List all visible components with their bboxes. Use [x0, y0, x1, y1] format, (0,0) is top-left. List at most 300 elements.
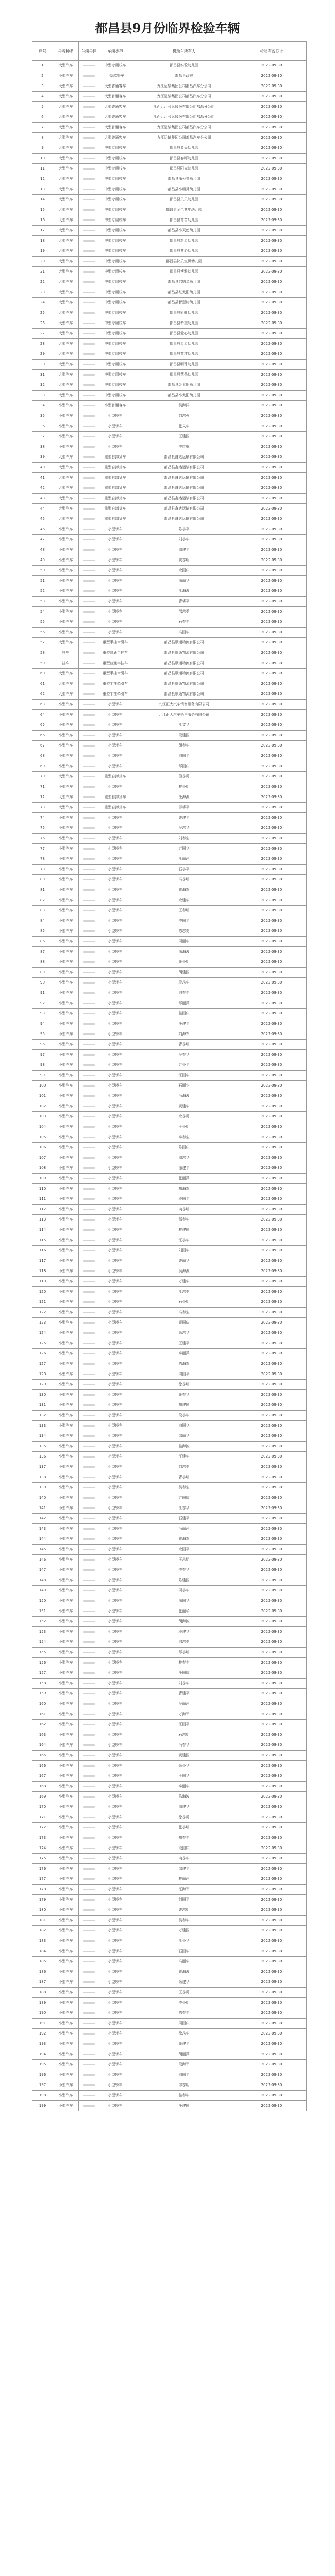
row-index: 91 — [32, 988, 53, 998]
row-plate-number — [79, 1483, 99, 1493]
row-expiry: 2022-09-30 — [237, 1586, 307, 1596]
redacted-plate-mark — [83, 1961, 95, 1962]
row-expiry: 2022-09-30 — [237, 813, 307, 823]
row-plate-number — [79, 483, 99, 494]
row-plate-number — [79, 1575, 99, 1586]
row-plate-type: 小型汽车 — [53, 617, 79, 628]
table-row — [32, 1545, 307, 1555]
row-plate-number — [79, 1988, 99, 1998]
row-expiry: 2022-09-30 — [237, 494, 307, 504]
table-row — [32, 1174, 307, 1184]
row-expiry: 2022-09-30 — [237, 1709, 307, 1720]
row-plate-type: 小型汽车 — [53, 1802, 79, 1812]
row-owner: 向志勇 — [131, 1637, 237, 1648]
row-vehicle-type: 小型轿车 — [99, 1998, 131, 2008]
row-vehicle-type: 小型越野车 — [99, 71, 131, 81]
row-index: 138 — [32, 1472, 53, 1483]
row-vehicle-type: 小型轿车 — [99, 2091, 131, 2101]
table-row — [32, 1668, 307, 1679]
row-plate-type: 小型汽车 — [53, 1359, 79, 1369]
row-vehicle-type: 小型轿车 — [99, 566, 131, 576]
row-vehicle-type: 小型轿车 — [99, 751, 131, 761]
row-plate-number — [79, 184, 99, 195]
row-vehicle-type: 中型专用校车 — [99, 257, 131, 267]
row-plate-number — [79, 1153, 99, 1163]
row-vehicle-type: 小型轿车 — [99, 1905, 131, 1916]
row-expiry: 2022-09-30 — [237, 411, 307, 421]
redacted-plate-mark — [83, 1786, 95, 1787]
redacted-plate-mark — [83, 2064, 95, 2065]
table-row — [32, 442, 307, 452]
row-expiry: 2022-09-30 — [237, 731, 307, 741]
row-plate-type: 小型汽车 — [53, 731, 79, 741]
redacted-plate-mark — [83, 735, 95, 736]
row-plate-type: 大型汽车 — [53, 81, 79, 92]
row-index: 136 — [32, 1452, 53, 1462]
row-plate-type: 大型汽车 — [53, 184, 79, 195]
redacted-plate-mark — [83, 1590, 95, 1591]
row-plate-type: 小型汽车 — [53, 1019, 79, 1029]
table-row — [32, 1349, 307, 1359]
row-index: 178 — [32, 1885, 53, 1895]
row-index: 159 — [32, 1689, 53, 1699]
row-expiry: 2022-09-30 — [237, 854, 307, 865]
header-expiry: 检验有效期止 — [237, 42, 307, 61]
row-vehicle-type: 小型轿车 — [99, 1318, 131, 1328]
redacted-plate-mark — [83, 1147, 95, 1148]
row-owner: 周小华 — [131, 1586, 237, 1596]
row-index: 104 — [32, 1122, 53, 1132]
row-index: 129 — [32, 1380, 53, 1390]
row-owner: 邵华平 — [131, 803, 237, 813]
row-plate-type: 小型汽车 — [53, 1431, 79, 1442]
row-vehicle-type: 小型轿车 — [99, 1452, 131, 1462]
row-plate-number — [79, 751, 99, 761]
row-expiry: 2022-09-30 — [237, 947, 307, 957]
row-plate-number — [79, 566, 99, 576]
redacted-plate-mark — [83, 312, 95, 314]
row-expiry: 2022-09-30 — [237, 988, 307, 998]
row-index: 80 — [32, 875, 53, 885]
row-expiry: 2022-09-30 — [237, 885, 307, 895]
row-plate-type: 小型汽车 — [53, 1833, 79, 1843]
row-plate-number — [79, 102, 99, 112]
row-vehicle-type: 小型轿车 — [99, 1349, 131, 1359]
row-plate-number — [79, 1328, 99, 1338]
row-index: 90 — [32, 978, 53, 988]
redacted-plate-mark — [83, 1837, 95, 1839]
row-plate-type: 大型汽车 — [53, 195, 79, 205]
row-plate-type: 小型汽车 — [53, 926, 79, 937]
row-owner: 都昌县博雅幼儿园 — [131, 267, 237, 277]
redacted-plate-mark — [83, 343, 95, 345]
row-owner: 江国平 — [131, 1720, 237, 1730]
row-expiry: 2022-09-30 — [237, 1380, 307, 1390]
table-row — [32, 1411, 307, 1421]
row-index: 82 — [32, 895, 53, 906]
row-index: 78 — [32, 854, 53, 865]
row-plate-type: 小型汽车 — [53, 968, 79, 978]
row-vehicle-type: 小型轿车 — [99, 1823, 131, 1833]
row-expiry: 2022-09-30 — [237, 1617, 307, 1627]
redacted-plate-mark — [83, 1683, 95, 1684]
table-row — [32, 1308, 307, 1318]
row-expiry: 2022-09-30 — [237, 1812, 307, 1823]
redacted-plate-mark — [83, 601, 95, 602]
row-plate-type: 小型汽车 — [53, 2070, 79, 2080]
table-row — [32, 1163, 307, 1174]
row-expiry: 2022-09-30 — [237, 2101, 307, 2111]
row-expiry: 2022-09-30 — [237, 1771, 307, 1782]
redacted-plate-mark — [83, 704, 95, 705]
row-vehicle-type: 小型轿车 — [99, 1421, 131, 1431]
row-plate-number — [79, 576, 99, 586]
table-row — [32, 1730, 307, 1740]
row-plate-number — [79, 1916, 99, 1926]
row-plate-type: 小型汽车 — [53, 978, 79, 988]
redacted-plate-mark — [83, 1848, 95, 1849]
row-index: 28 — [32, 339, 53, 349]
table-row — [32, 1359, 307, 1369]
row-owner: 九江运输集团公司都昌汽车分公司 — [131, 81, 237, 92]
row-expiry: 2022-09-30 — [237, 1627, 307, 1637]
row-index: 16 — [32, 215, 53, 226]
row-owner: 石建平 — [131, 1514, 237, 1524]
row-index: 38 — [32, 442, 53, 452]
table-body — [32, 61, 307, 2111]
row-plate-type: 小型汽车 — [53, 555, 79, 566]
row-vehicle-type: 小型轿车 — [99, 1503, 131, 1514]
redacted-plate-mark — [83, 1003, 95, 1004]
table-row — [32, 195, 307, 205]
row-owner: 九江运输集团公司都昌汽车分公司 — [131, 133, 237, 143]
row-expiry: 2022-09-30 — [237, 215, 307, 226]
row-owner: 余志勇 — [131, 1112, 237, 1122]
row-plate-type: 小型汽车 — [53, 1730, 79, 1740]
table-row — [32, 823, 307, 834]
row-index: 14 — [32, 195, 53, 205]
table-row — [32, 277, 307, 287]
table-row — [32, 184, 307, 195]
table-row — [32, 617, 307, 628]
row-vehicle-type: 小型轿车 — [99, 1586, 131, 1596]
row-vehicle-type: 小型轿车 — [99, 1967, 131, 1977]
row-owner: 黄国庆 — [131, 1318, 237, 1328]
row-expiry: 2022-09-30 — [237, 174, 307, 184]
row-index: 177 — [32, 1874, 53, 1885]
row-owner: 万建华 — [131, 1277, 237, 1287]
redacted-plate-mark — [83, 1765, 95, 1767]
redacted-plate-mark — [83, 539, 95, 540]
redacted-plate-mark — [83, 271, 95, 273]
table-row — [32, 504, 307, 514]
row-expiry: 2022-09-30 — [237, 1287, 307, 1297]
redacted-plate-mark — [83, 1064, 95, 1066]
row-plate-type: 小型汽车 — [53, 1246, 79, 1256]
row-owner: 张春华 — [131, 1390, 237, 1400]
row-owner: 胡丽萍 — [131, 2049, 237, 2060]
row-plate-type: 大型汽车 — [53, 112, 79, 123]
table-row — [32, 1338, 307, 1349]
row-vehicle-type: 小型轿车 — [99, 957, 131, 968]
row-expiry: 2022-09-30 — [237, 1431, 307, 1442]
row-vehicle-type: 小型轿车 — [99, 555, 131, 566]
redacted-plate-mark — [83, 2023, 95, 2024]
row-index: 19 — [32, 246, 53, 257]
table-row — [32, 535, 307, 545]
row-plate-number — [79, 370, 99, 380]
row-plate-number — [79, 669, 99, 679]
redacted-plate-mark — [83, 1229, 95, 1231]
row-vehicle-type: 小型轿车 — [99, 741, 131, 751]
row-expiry: 2022-09-30 — [237, 1843, 307, 1854]
row-owner: 向春生 — [131, 988, 237, 998]
row-expiry: 2022-09-30 — [237, 1029, 307, 1040]
table-row — [32, 1864, 307, 1874]
row-index: 181 — [32, 1916, 53, 1926]
row-plate-type: 大型汽车 — [53, 473, 79, 483]
row-owner: 余小华 — [131, 1761, 237, 1771]
table-row — [32, 1637, 307, 1648]
row-plate-type: 大型汽车 — [53, 514, 79, 524]
redacted-plate-mark — [83, 1157, 95, 1159]
table-row — [32, 978, 307, 988]
row-index: 168 — [32, 1782, 53, 1792]
table-row — [32, 2029, 307, 2039]
row-owner: 都昌县彩虹幼儿园 — [131, 308, 237, 318]
row-vehicle-type: 小型轿车 — [99, 1338, 131, 1349]
row-owner: 汪小华 — [131, 1235, 237, 1246]
redacted-plate-mark — [83, 1085, 95, 1087]
row-plate-type: 小型汽车 — [53, 1957, 79, 1967]
redacted-plate-mark — [83, 1188, 95, 1190]
row-owner: 徐丽华 — [131, 576, 237, 586]
row-owner: 李丽萍 — [131, 1349, 237, 1359]
row-plate-type: 小型汽车 — [53, 1751, 79, 1761]
row-plate-type: 大型汽车 — [53, 226, 79, 236]
row-plate-number — [79, 772, 99, 782]
redacted-plate-mark — [83, 137, 95, 139]
row-vehicle-type: 中型专用校车 — [99, 195, 131, 205]
row-vehicle-type: 小型轿车 — [99, 1205, 131, 1215]
row-vehicle-type: 重型普通半挂车 — [99, 648, 131, 658]
row-plate-number — [79, 1040, 99, 1050]
row-plate-number — [79, 2029, 99, 2039]
row-expiry: 2022-09-30 — [237, 1524, 307, 1534]
redacted-plate-mark — [83, 364, 95, 365]
row-plate-number — [79, 1431, 99, 1442]
table-row — [32, 937, 307, 947]
row-vehicle-type: 小型轿车 — [99, 844, 131, 854]
row-owner: 万小平 — [131, 1060, 237, 1071]
row-index: 85 — [32, 926, 53, 937]
row-expiry: 2022-09-30 — [237, 1833, 307, 1843]
row-owner: 胡春生 — [131, 1833, 237, 1843]
row-expiry: 2022-09-30 — [237, 298, 307, 308]
row-index: 120 — [32, 1287, 53, 1297]
table-row — [32, 1225, 307, 1235]
redacted-plate-mark — [83, 1951, 95, 1952]
row-plate-type: 小型汽车 — [53, 1648, 79, 1658]
row-index: 87 — [32, 947, 53, 957]
row-plate-number — [79, 1709, 99, 1720]
row-index: 39 — [32, 452, 53, 463]
table-row — [32, 1802, 307, 1812]
row-owner: 都昌县小太阳幼儿园 — [131, 391, 237, 401]
row-plate-number — [79, 947, 99, 957]
row-owner: 黄海波 — [131, 1967, 237, 1977]
row-expiry: 2022-09-30 — [237, 1679, 307, 1689]
row-owner: 周丽华 — [131, 937, 237, 947]
row-owner: 周国平 — [131, 1369, 237, 1380]
row-expiry: 2022-09-30 — [237, 195, 307, 205]
row-plate-number — [79, 885, 99, 895]
row-expiry: 2022-09-30 — [237, 1946, 307, 1957]
row-expiry: 2022-09-30 — [237, 61, 307, 71]
row-owner: 段建国 — [131, 731, 237, 741]
row-expiry: 2022-09-30 — [237, 1143, 307, 1153]
row-plate-number — [79, 597, 99, 607]
table-row — [32, 865, 307, 875]
row-expiry: 2022-09-30 — [237, 1751, 307, 1761]
row-index: 156 — [32, 1658, 53, 1668]
row-expiry: 2022-09-30 — [237, 1205, 307, 1215]
table-row — [32, 2049, 307, 2060]
table-row — [32, 463, 307, 473]
row-index: 100 — [32, 1081, 53, 1091]
row-vehicle-type: 重型普通半挂车 — [99, 658, 131, 669]
redacted-plate-mark — [83, 642, 95, 643]
table-row — [32, 1462, 307, 1472]
redacted-plate-mark — [83, 1291, 95, 1293]
row-expiry: 2022-09-30 — [237, 1957, 307, 1967]
row-vehicle-type: 小型轿车 — [99, 1122, 131, 1132]
row-plate-number — [79, 937, 99, 947]
row-index: 5 — [32, 102, 53, 112]
redacted-plate-mark — [83, 941, 95, 942]
row-plate-type: 小型汽车 — [53, 1967, 79, 1977]
row-owner: 都昌县鑫达运输有限公司 — [131, 463, 237, 473]
row-vehicle-type: 小型轿车 — [99, 875, 131, 885]
row-vehicle-type: 小型轿车 — [99, 1843, 131, 1854]
table-row — [32, 2060, 307, 2070]
row-plate-type: 小型汽车 — [53, 1215, 79, 1225]
redacted-plate-mark — [83, 2043, 95, 2045]
redacted-plate-mark — [83, 1806, 95, 1808]
row-vehicle-type: 大型普通客车 — [99, 133, 131, 143]
row-index: 122 — [32, 1308, 53, 1318]
row-vehicle-type: 小型轿车 — [99, 1369, 131, 1380]
row-plate-type: 小型汽车 — [53, 1586, 79, 1596]
row-vehicle-type: 小型轿车 — [99, 1802, 131, 1812]
row-expiry: 2022-09-30 — [237, 1503, 307, 1514]
row-vehicle-type: 小型轿车 — [99, 1534, 131, 1545]
row-plate-number — [79, 452, 99, 463]
row-vehicle-type: 小型轿车 — [99, 761, 131, 772]
table-row — [32, 1658, 307, 1668]
row-owner: 王志明 — [131, 1555, 237, 1565]
table-row — [32, 648, 307, 658]
table-row — [32, 1483, 307, 1493]
row-plate-number — [79, 1308, 99, 1318]
row-owner: 都昌县爱心幼儿园 — [131, 329, 237, 339]
redacted-plate-mark — [83, 755, 95, 757]
redacted-plate-mark — [83, 529, 95, 530]
row-plate-type: 小型汽车 — [53, 1205, 79, 1215]
row-vehicle-type: 小型轿车 — [99, 1720, 131, 1730]
row-expiry: 2022-09-30 — [237, 2060, 307, 2070]
row-index: 111 — [32, 1194, 53, 1205]
redacted-plate-mark — [83, 498, 95, 499]
row-plate-number — [79, 1091, 99, 1101]
row-expiry: 2022-09-30 — [237, 1411, 307, 1421]
row-plate-type: 小型汽车 — [53, 1143, 79, 1153]
table-row — [32, 1596, 307, 1606]
row-plate-number — [79, 2080, 99, 2091]
row-owner: 曹小明 — [131, 1472, 237, 1483]
table-row — [32, 555, 307, 566]
table-row — [32, 133, 307, 143]
redacted-plate-mark — [83, 889, 95, 891]
row-plate-number — [79, 287, 99, 298]
row-owner: 段国平 — [131, 1194, 237, 1205]
row-vehicle-type: 小型轿车 — [99, 607, 131, 617]
row-plate-type: 小型汽车 — [53, 1534, 79, 1545]
redacted-plate-mark — [83, 858, 95, 860]
row-index: 27 — [32, 329, 53, 339]
row-plate-number — [79, 411, 99, 421]
table-row — [32, 1761, 307, 1771]
row-expiry: 2022-09-30 — [237, 1421, 307, 1431]
row-owner: 江志勇 — [131, 1287, 237, 1297]
table-row — [32, 1091, 307, 1101]
row-plate-type: 小型汽车 — [53, 1369, 79, 1380]
row-index: 88 — [32, 957, 53, 968]
row-index: 22 — [32, 277, 53, 287]
redacted-plate-mark — [83, 1477, 95, 1478]
row-index: 179 — [32, 1895, 53, 1905]
header-index: 序号 — [32, 42, 53, 61]
row-vehicle-type: 小型轿车 — [99, 1400, 131, 1411]
table-row — [32, 1617, 307, 1627]
row-expiry: 2022-09-30 — [237, 679, 307, 689]
row-vehicle-type: 小型轿车 — [99, 1071, 131, 1081]
row-plate-number — [79, 432, 99, 442]
row-vehicle-type: 小型轿车 — [99, 1184, 131, 1194]
row-expiry: 2022-09-30 — [237, 792, 307, 803]
row-index: 188 — [32, 1988, 53, 1998]
row-index: 145 — [32, 1545, 53, 1555]
row-plate-number — [79, 1452, 99, 1462]
row-vehicle-type: 小型轿车 — [99, 1431, 131, 1442]
row-plate-number — [79, 1235, 99, 1246]
row-vehicle-type: 小型轿车 — [99, 1946, 131, 1957]
table-row — [32, 1194, 307, 1205]
row-expiry: 2022-09-30 — [237, 133, 307, 143]
row-owner: 都昌县顺通物流有限公司 — [131, 669, 237, 679]
row-vehicle-type: 小型轿车 — [99, 1575, 131, 1586]
row-expiry: 2022-09-30 — [237, 1854, 307, 1864]
redacted-plate-mark — [83, 1507, 95, 1509]
redacted-plate-mark — [83, 817, 95, 819]
row-plate-number — [79, 1163, 99, 1174]
table-row — [32, 205, 307, 215]
row-vehicle-type: 中型专用校车 — [99, 277, 131, 287]
row-index: 150 — [32, 1596, 53, 1606]
row-expiry: 2022-09-30 — [237, 1174, 307, 1184]
row-index: 63 — [32, 700, 53, 710]
row-plate-number — [79, 854, 99, 865]
